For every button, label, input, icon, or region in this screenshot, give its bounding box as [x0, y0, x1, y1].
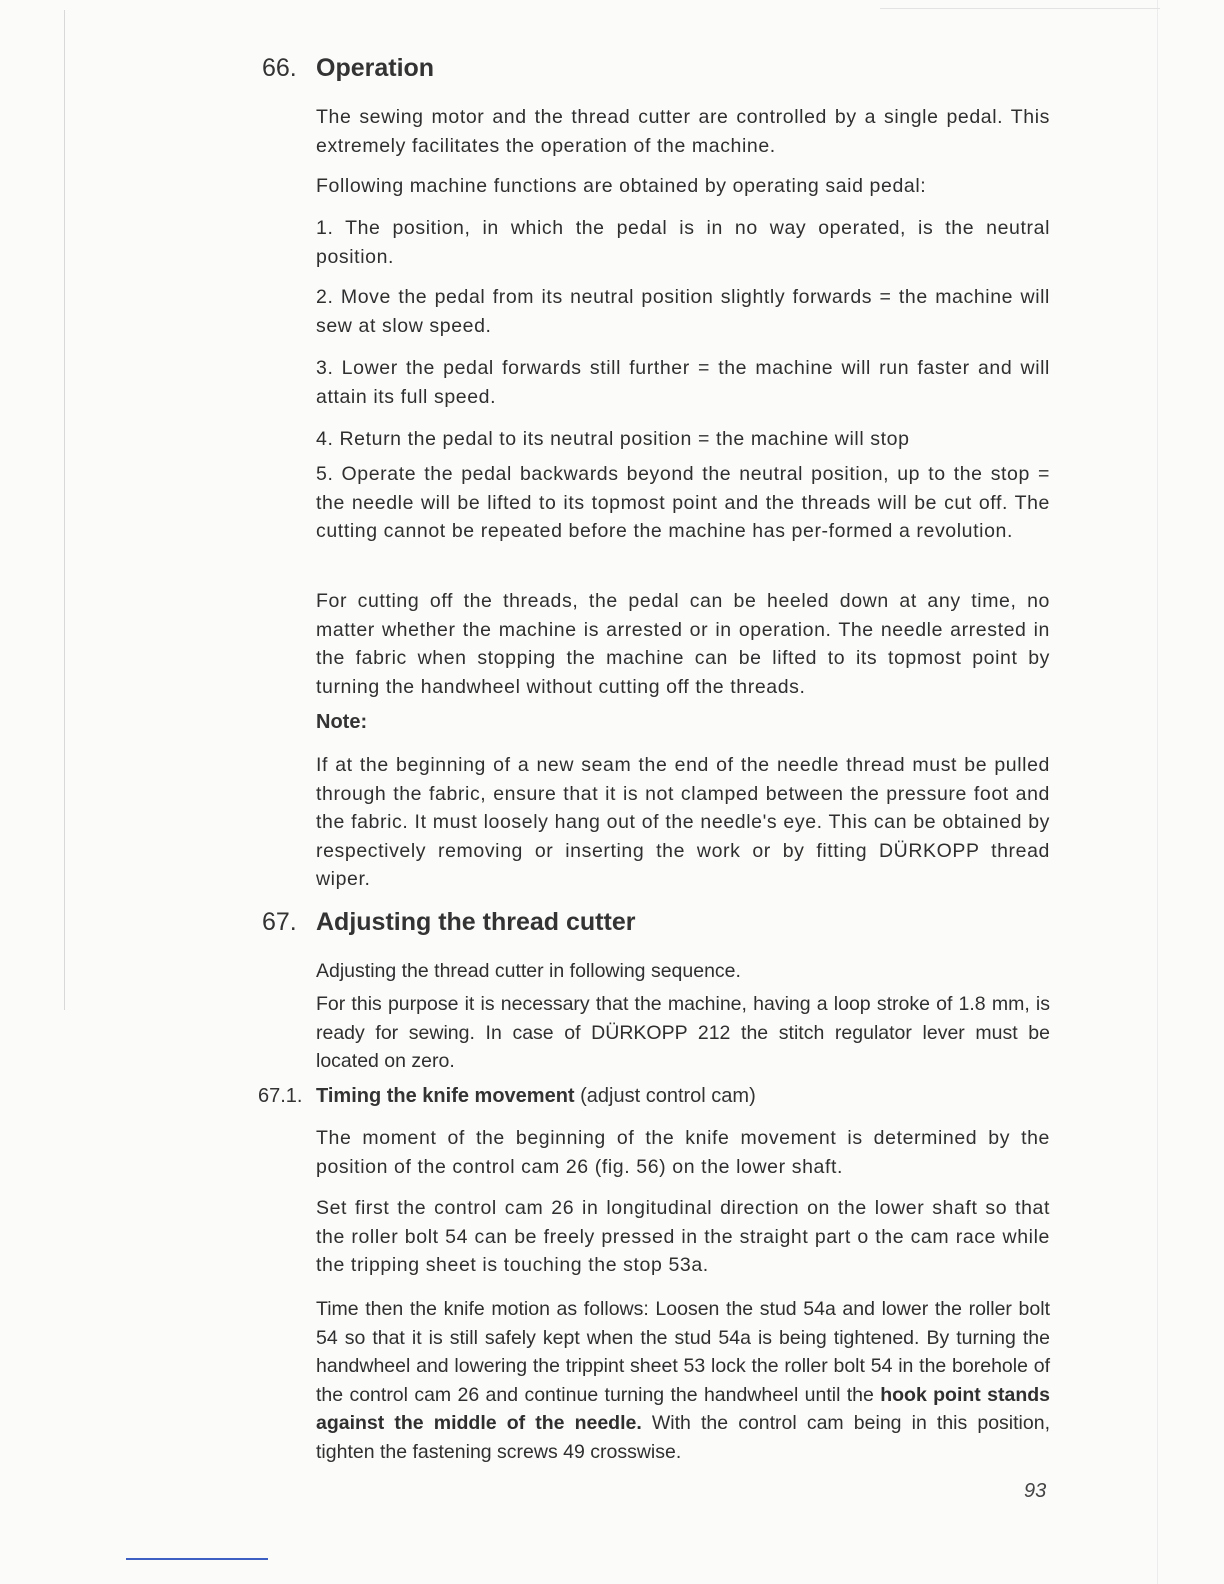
section-67-1-paragraph-1: The moment of the beginning of the knife movement is determined by the position of the control cam 26 (fig. 56) on the lower shaft.: [316, 1127, 1050, 1178]
section-66-paragraph-3: For cutting off the threads, the pedal can be heeled down at any time, no matter whether the machine is arrested or in operation. The needle arrested in the fabric when stopping the machine can be lifted to its topmost point by turning the handwheel without cutting off the threads.: [316, 590, 1050, 698]
section-67-1-paragraph-2: Set first the control cam 26 in longitudinal direction on the lower shaft so that the roller bolt 54 can be freely pressed in the straight part o the cam race while the tripping sheet is touching the stop 53a.: [316, 1197, 1050, 1276]
section-66-item-3: 3. Lower the pedal forwards still further = the machine will run faster and will attain its full speed.: [316, 357, 1050, 408]
page-number: 93: [1024, 1480, 1047, 1502]
section-66-item-1: 1. The position, in which the pedal is in no way operated, is the neutral position.: [316, 217, 1050, 268]
section-67-1-paragraph-3-part-a: Time then the knife motion as follows: Loosen the stud 54a and lower the roller bolt 54 so that it is still safely kept when the stud 54a is being tightened. By turning the handwheel and lowering the trippint sheet 53 lock the roller bolt 54 in the borehole of the control cam 26 and continue turning the handwheel until the: [316, 1298, 1050, 1406]
section-67-1-paragraph-3-part-b: With the control cam being in this position, tighten the fastening screws 49 crosswise.: [316, 1412, 1050, 1463]
section-66-item-5: 5. Operate the pedal backwards beyond the neutral position, up to the stop = the needle will be lifted to its topmost point and the threads will be cut off. The cutting cannot be repeated before the machine has per-formed a revolution.: [316, 463, 1050, 542]
section-67-1-title: [316, 1085, 756, 1108]
note-label: Note:: [316, 711, 368, 733]
section-66-number: 66.: [262, 54, 297, 82]
section-66-item-4: 4. Return the pedal to its neutral position = the machine will stop: [316, 428, 910, 450]
section-67-1-number: 67.1.: [258, 1085, 303, 1107]
scan-edge-right: [1157, 0, 1158, 1584]
section-67-1-paragraph-3-bold: hook point stands against the middle of the needle.: [316, 1383, 1050, 1434]
section-67-1-title-bold: Timing the knife movement: [316, 1085, 575, 1107]
section-66-title: Operation: [316, 54, 435, 82]
note-text: If at the beginning of a new seam the end of the needle thread must be pulled through the fabric, ensure that it is not clamped between the pressure foot and the fabric. It must loosely hang out of the needle's eye. This can be obtained by respectively removing or inserting the work or by fitting DÜRKOPP thread wiper.: [316, 754, 1050, 890]
section-66-paragraph-1: The sewing motor and the thread cutter are controlled by a single pedal. This extremely facilitates the operation of the machine.: [316, 106, 1050, 157]
scan-edge-left: [64, 10, 65, 1010]
section-67-paragraph-2: For this purpose it is necessary that the machine, having a loop stroke of 1.8 mm, is ready for sewing. In case of DÜRKOPP 212 the stitch regulator lever must be located on zero.: [316, 993, 1050, 1072]
section-67-number: 67.: [262, 908, 297, 936]
section-67-1-paragraph-3: [316, 1295, 1050, 1466]
bottom-link-rule: [126, 1558, 268, 1560]
section-66-item-2: 2. Move the pedal from its neutral position slightly forwards = the machine will sew at slow speed.: [316, 286, 1050, 337]
section-67-1-title-rest: (adjust control cam): [574, 1085, 756, 1107]
section-67-paragraph-1: Adjusting the thread cutter in following sequence.: [316, 960, 741, 982]
top-rule: [880, 8, 1160, 9]
section-67-title: Adjusting the thread cutter: [316, 908, 636, 936]
section-66-paragraph-2: Following machine functions are obtained by operating said pedal:: [316, 175, 927, 197]
